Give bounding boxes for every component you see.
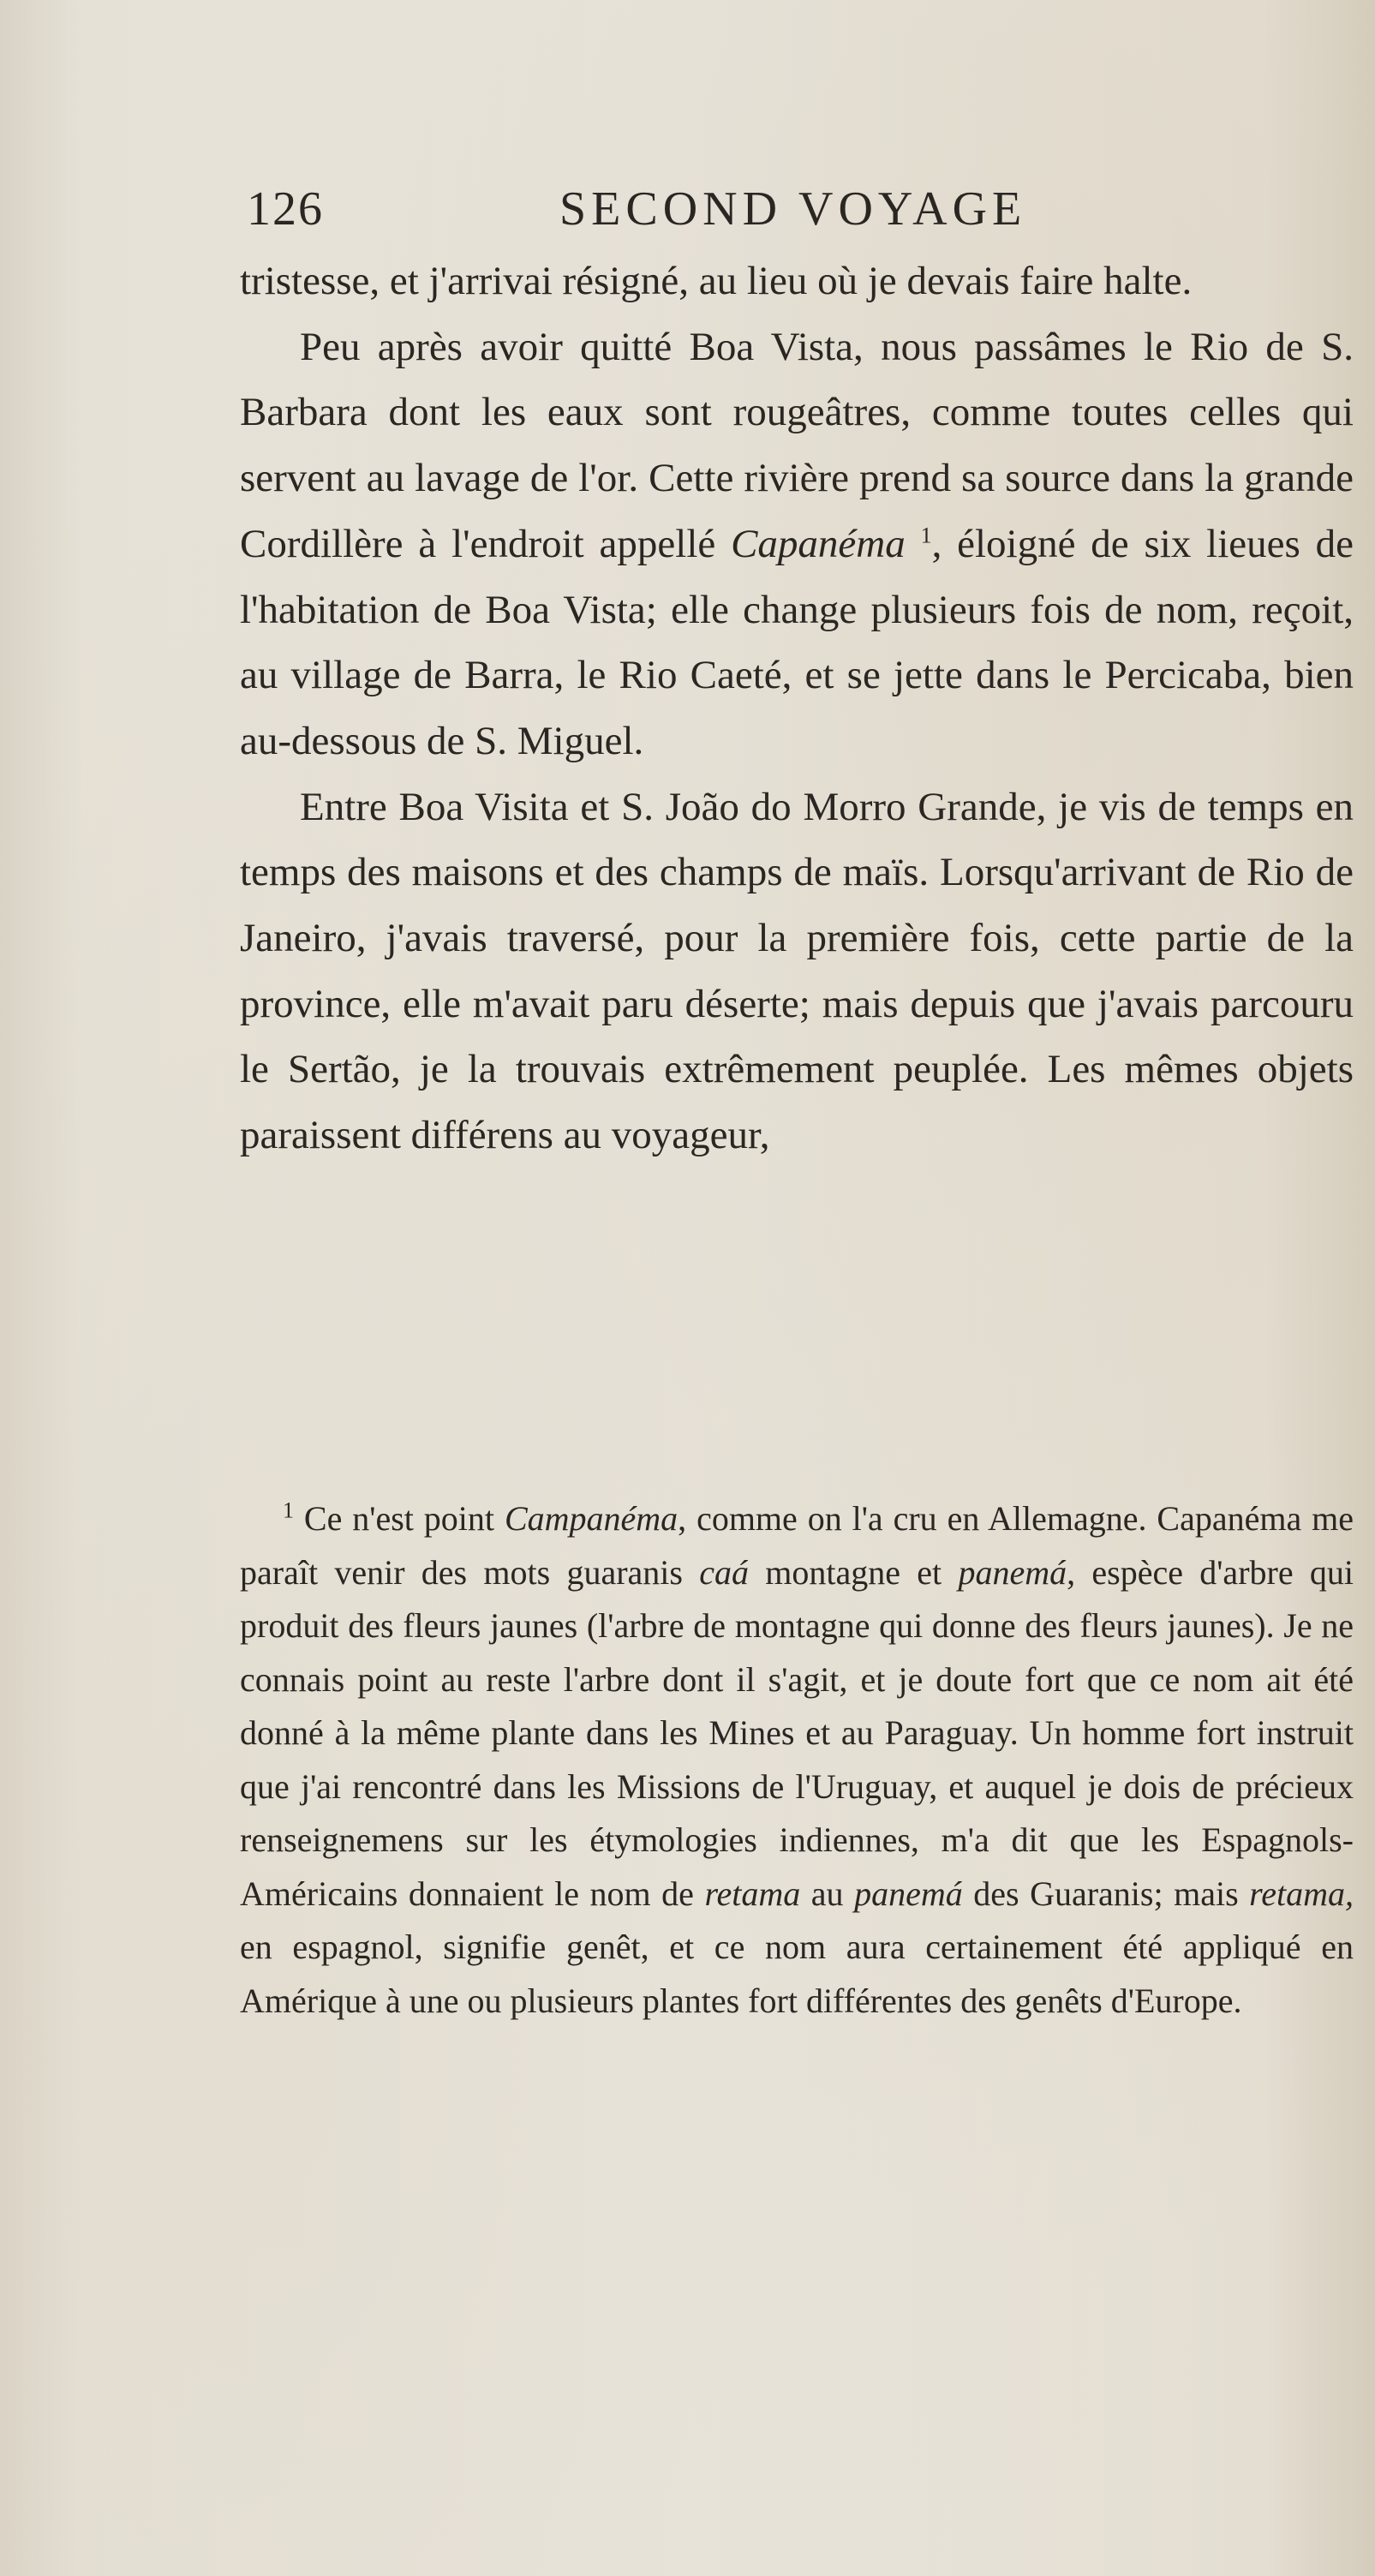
paragraph-3-text: Entre Boa Visita et S. João do Morro Grande, je vis de temps en temps des maisons et des champs de maïs. Lorsqu'arrivant de Rio de Janeiro, j'avais traversé, pour la première fois, cette partie de la province, elle m'avait paru déserte; mais depuis que j'avais parcouru le Sertão, je la trouvais extrêmement peuplée. Les mêmes objets paraissent différens au voyageur, [240, 784, 1354, 1158]
paragraph-1 [240, 248, 1354, 314]
footnote-paragraph [240, 1492, 1354, 2028]
page-header [247, 182, 1086, 242]
paragraph-2 [240, 314, 1354, 774]
paragraph-1-text: tristesse, et j'arrivai résigné, au lieu où je devais faire halte. [240, 259, 1193, 303]
paragraph-2-text-a: Peu après avoir quitté Boa Vista, nous passâmes le Rio de S. Barbara dont les eaux sont rougeâtres, comme toutes celles qui servent au lavage de l'or. Cette rivière prend sa source dans la grande Cordillère à l'endroit appellé [240, 324, 1354, 566]
footnote-italic-4: retama [704, 1874, 801, 1913]
footnote-text-4: , espèce d'arbre qui produit des fleurs jaunes (l'arbre de montagne qui donne des fleurs jaunes). Je ne connais point au reste l'arbre dont il s'agit, et je doute fort que ce nom ait été donné à la même plante dans les Mines et au Paraguay. Un homme fort instruit que j'ai rencontré dans les Missions de l'Uruguay, et auquel je dois de précieux renseignemens sur les étymologies indiennes, m'a dit que les Espagnols-Américains donnaient le nom de [240, 1552, 1354, 1913]
footnote-text-3: montagne et [749, 1552, 959, 1592]
place-name-capanema: Capanéma [731, 521, 906, 566]
footnote-marker: 1 [283, 1497, 294, 1523]
footnote-text-5: au [800, 1874, 855, 1913]
footnote-italic-5: panemá [854, 1874, 963, 1913]
footnote-text-2: , comme on l'a cru en Allemagne. Capanéma me paraît venir des mots guaranis [240, 1499, 1354, 1592]
paragraph-3 [240, 774, 1354, 1168]
footnote [240, 1492, 1354, 2028]
footnote-italic-1: Campanéma [504, 1499, 679, 1538]
footnote-italic-3: panemá [958, 1552, 1067, 1592]
footnote-text-1: Ce n'est point [294, 1499, 505, 1538]
footnote-italic-2: caá [699, 1552, 750, 1592]
page-number: 126 [247, 182, 324, 236]
footnote-text-7: en espagnol, signifie genêt, et ce nom aura certainement été appliqué en Amérique à une ou plusieurs plantes fort différentes des genêts d'Europe. [240, 1928, 1354, 2020]
main-text [240, 248, 1354, 1168]
footnote-reference: 1 [920, 523, 932, 548]
running-head: SECOND VOYAGE [559, 182, 1027, 236]
footnote-italic-6: retama, [1249, 1874, 1354, 1913]
footnote-text-6: des Guaranis; mais [962, 1874, 1250, 1913]
paragraph-2-text-b: , éloigné de six lieues de l'habitation de Boa Vista; elle change plusieurs fois de nom, reçoit, au village de Barra, le Rio Caeté, et se jette dans le Percicaba, bien au-dessous de S. Miguel. [240, 521, 1354, 763]
